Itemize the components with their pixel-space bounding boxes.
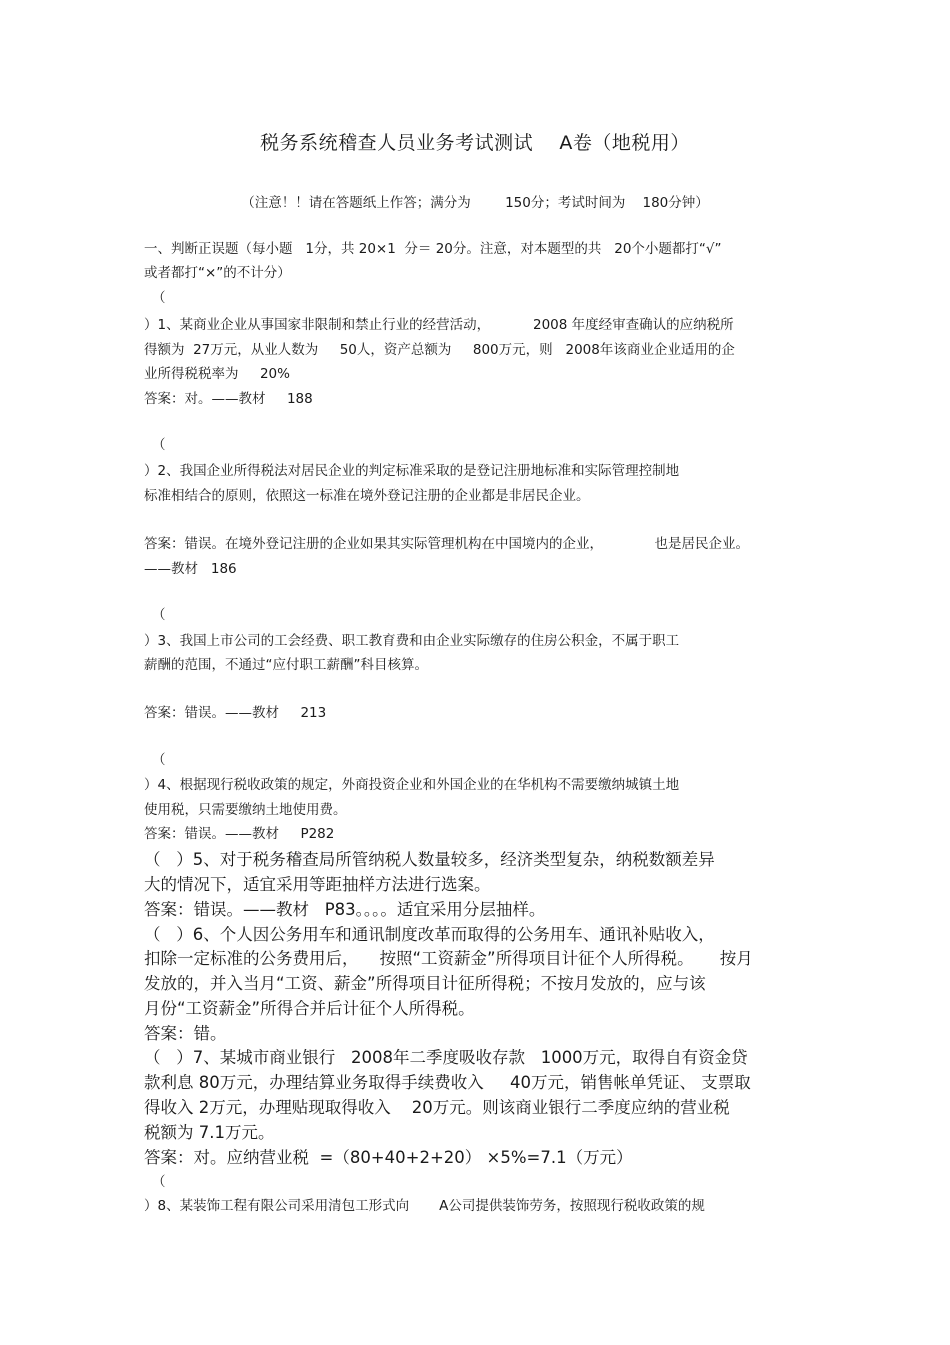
question-7-line: 款利息 80万元，办理结算业务取得手续费收入 40万元，销售帐单凭证、 支票取 xyxy=(144,1073,751,1092)
answer-bracket: （ xyxy=(152,290,166,306)
question-7-answer: 答案：对。应纳营业税 =（80+40+2+20） ×5%=7.1（万元） xyxy=(144,1148,633,1167)
question-5-line: （ ）5、对于税务稽查局所管纳税人数量较多，经济类型复杂，纳税数额差异 xyxy=(144,850,715,869)
question-6-line: 发放的，并入当月“工资、薪金”所得项目计征所得税；不按月发放的，应与该 xyxy=(144,974,706,993)
question-3-line: 薪酬的范围，不通过“应付职工薪酬”科目核算。 xyxy=(144,657,428,673)
question-7-line: （ ）7、某城市商业银行 2008年二季度吸收存款 1000万元，取得自有资金贷 xyxy=(144,1048,748,1067)
question-1-line: ）1、某商业企业从事国家非限制和禁止行业的经营活动， 2008 年度经审查确认的应纳税所 xyxy=(144,317,734,333)
question-3-line: ）3、我国上市公司的工会经费、职工教育费和由企业实际缴存的住房公积金，不属于职工 xyxy=(144,633,680,649)
question-6-line: 扣除一定标准的公务费用后， 按照“工资薪金”所得项目计征个人所得税。 按月 xyxy=(144,949,753,968)
exam-notice: （注意！！请在答题纸上作答；满分为 150分；考试时间为 180分钟） xyxy=(241,195,709,211)
question-5-line: 大的情况下，适宜采用等距抽样方法进行选案。 xyxy=(144,875,491,894)
question-2-answer: ——教材 186 xyxy=(144,561,237,577)
question-8-line: ）8、某装饰工程有限公司采用清包工形式向 A公司提供装饰劳务，按照现行税收政策的规 xyxy=(144,1198,705,1214)
question-1-line: 得额为 27万元，从业人数为 50人，资产总额为 800万元，则 2008年该商业企业适用的企 xyxy=(144,342,735,358)
answer-bracket: （ xyxy=(152,607,166,623)
question-6-answer: 答案：错。 xyxy=(144,1024,227,1043)
answer-bracket: （ xyxy=(152,752,166,768)
question-1-line: 业所得税税率为 20% xyxy=(144,366,290,382)
question-3-answer: 答案：错误。——教材 213 xyxy=(144,705,327,721)
section-heading: 一、判断正误题（每小题 1分，共 20×1 分＝ 20分。注意，对本题型的共 20个小题都打“√” xyxy=(144,241,722,257)
page-title: 税务系统稽查人员业务考试测试 A卷（地税用） xyxy=(260,132,690,154)
question-4-answer: 答案：错误。——教材 P282 xyxy=(144,826,335,842)
question-4-line: 使用税，只需要缴纳土地使用费。 xyxy=(144,802,347,818)
question-7-line: 得收入 2万元，办理贴现取得收入 20万元。则该商业银行二季度应纳的营业税 xyxy=(144,1098,730,1117)
question-5-answer: 答案：错误。——教材 P83。。。。适宜采用分层抽样。 xyxy=(144,900,546,919)
answer-bracket: （ xyxy=(152,1174,166,1190)
section-heading: 或者都打“×”的不计分） xyxy=(144,265,291,281)
question-7-line: 税额为 7.1万元。 xyxy=(144,1123,275,1142)
question-2-answer: 答案：错误。在境外登记注册的企业如果其实际管理机构在中国境内的企业， 也是居民企业。 xyxy=(144,536,749,552)
question-2-line: 标准相结合的原则，依照这一标准在境外登记注册的企业都是非居民企业。 xyxy=(144,488,590,504)
question-1-answer: 答案：对。——教材 188 xyxy=(144,391,313,407)
question-6-line: （ ）6、个人因公务用车和通讯制度改革而取得的公务用车、通讯补贴收入， xyxy=(144,925,715,944)
answer-bracket: （ xyxy=(152,437,166,453)
question-6-line: 月份“工资薪金”所得合并后计征个人所得税。 xyxy=(144,999,475,1018)
question-4-line: ）4、根据现行税收政策的规定，外商投资企业和外国企业的在华机构不需要缴纳城镇土地 xyxy=(144,777,680,793)
question-2-line: ）2、我国企业所得税法对居民企业的判定标准采取的是登记注册地标准和实际管理控制地 xyxy=(144,463,680,479)
